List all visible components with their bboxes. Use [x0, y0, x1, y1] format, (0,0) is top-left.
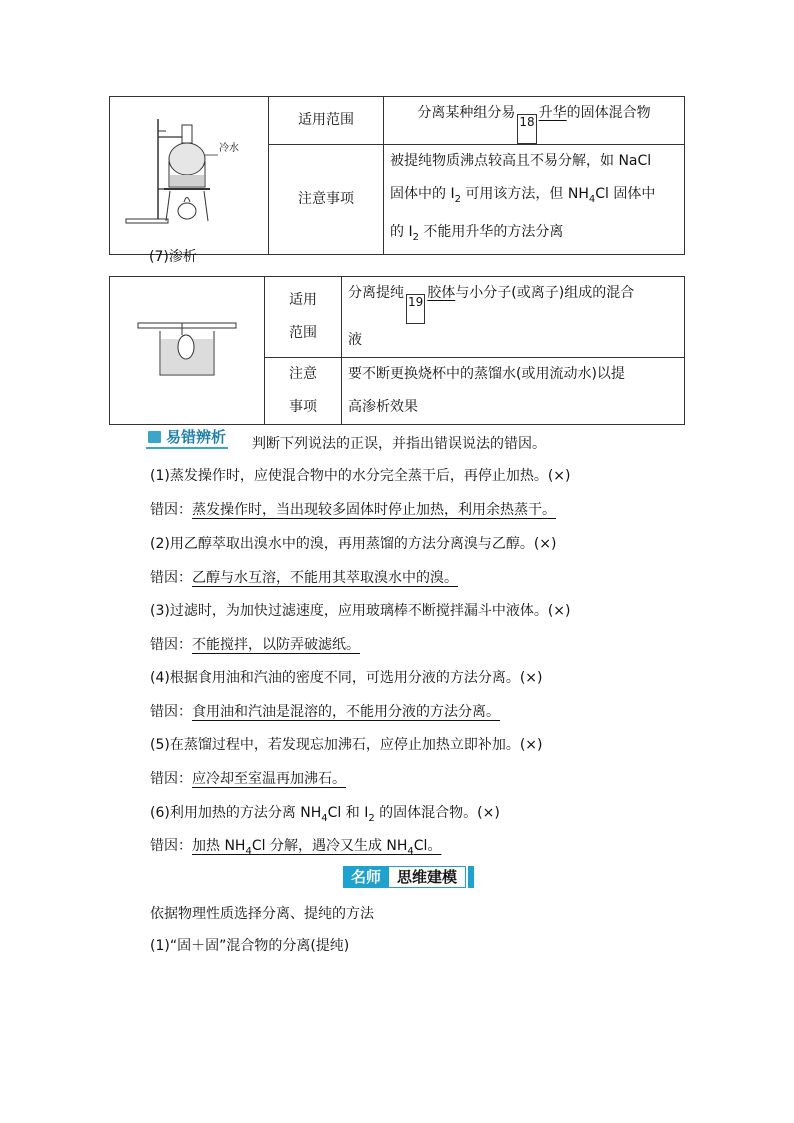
question-3: (3)过滤时，为加快过滤速度，应用玻璃棒不断搅拌漏斗中液体。(×) — [150, 603, 571, 619]
row-content-notes — [342, 358, 685, 425]
blank-answer: 胶体 — [427, 285, 456, 301]
error-reason-2: 错因：乙醇与水互溶，不能用其萃取溴水中的溴。 — [150, 570, 458, 586]
text-line: 分离提纯19胶体与小分子(或离子)组成的混合 — [348, 277, 678, 324]
figure-label-cold-water: 冷水 — [219, 143, 239, 154]
text-segment: 分离某种组分易 — [417, 105, 516, 121]
error-reason-4: 错因：食用油和汽油是混溶的，不能用分液的方法分离。 — [150, 704, 500, 720]
question-6: (6)利用加热的方法分离 $NH_4Cl$ 和 $I_2$ 的固体混合物。(×) — [150, 805, 500, 824]
header-accent-bar — [468, 866, 474, 888]
row-content-applicable-range — [384, 97, 685, 145]
sublimation-table — [109, 96, 685, 255]
text-segment: 的固体混合物 — [566, 105, 651, 121]
row-content-applicable-range — [342, 277, 685, 358]
thinking-model-tag: 名师 — [343, 866, 389, 888]
question-5: (5)在蒸馏过程中，若发现忘加沸石，应停止加热立即补加。(×) — [150, 737, 543, 753]
error-reason-1: 错因：蒸发操作时，当出现较多固体时停止加热，利用余热蒸干。 — [150, 502, 556, 518]
text-line: 的 $I_2$ 不能用升华的方法分离 — [390, 223, 564, 243]
text-line: 高渗析效果 — [348, 399, 418, 415]
model-intro: 依据物理性质选择分离、提纯的方法 — [150, 906, 374, 922]
blank-number-19: 19 — [406, 294, 425, 324]
book-icon — [148, 431, 161, 443]
row-label-applicable-range: 适用 范围 — [265, 277, 342, 358]
question-2: (2)用乙醇萃取出溴水中的溴，再用蒸馏的方法分离溴与乙醇。(×) — [150, 536, 557, 552]
question-1: (1)蒸发操作时，应使混合物中的水分完全蒸干后，再停止加热。(×) — [150, 468, 571, 484]
model-subheading: (1)“固＋固”混合物的分离(提纯) — [150, 938, 350, 954]
question-4: (4)根据食用油和汽油的密度不同，可选用分液的方法分离。(×) — [150, 670, 543, 686]
error-reason-6: 错因：加热 $NH_4Cl$ 分解，遇冷又生成 $NH_4Cl$。 — [150, 838, 442, 857]
sublimation-apparatus-diagram — [110, 103, 268, 247]
error-analysis-instruction: 判断下列说法的正误，并指出错误说法的错因。 — [252, 436, 546, 452]
dialysis-apparatus-diagram — [110, 279, 264, 423]
error-analysis-title: 易错辨析 — [166, 428, 227, 446]
row-label-applicable-range: 适用范围 — [269, 97, 384, 145]
error-analysis-badge — [146, 428, 228, 449]
thinking-model-title: 思维建模 — [389, 866, 466, 888]
row-label-notes: 注意事项 — [269, 145, 384, 255]
dialysis-apparatus-figure — [110, 277, 265, 425]
dialysis-table — [109, 276, 685, 425]
thinking-model-header — [343, 866, 474, 888]
sublimation-apparatus-figure — [110, 97, 269, 255]
row-content-notes — [384, 145, 685, 255]
error-reason-3: 错因：不能搅拌，以防弄破滤纸。 — [150, 637, 360, 653]
text-line: 被提纯物质沸点较高且不易分解，如 NaCl — [390, 153, 652, 169]
row-label-notes: 注意 事项 — [265, 358, 342, 425]
text-line: 液 — [348, 332, 362, 348]
error-reason-5: 错因：应冷却至室温再加沸石。 — [150, 771, 346, 787]
text-line: 固体中的 $I_2$ 可用该方法，但 $NH_4Cl$ 固体中 — [390, 186, 656, 205]
blank-answer: 升华 — [538, 105, 567, 121]
text-line: 要不断更换烧杯中的蒸馏水(或用流动水)以提 — [348, 366, 625, 382]
section-title-dialysis: (7)渗析 — [149, 249, 197, 265]
blank-number-18: 18 — [517, 114, 536, 144]
